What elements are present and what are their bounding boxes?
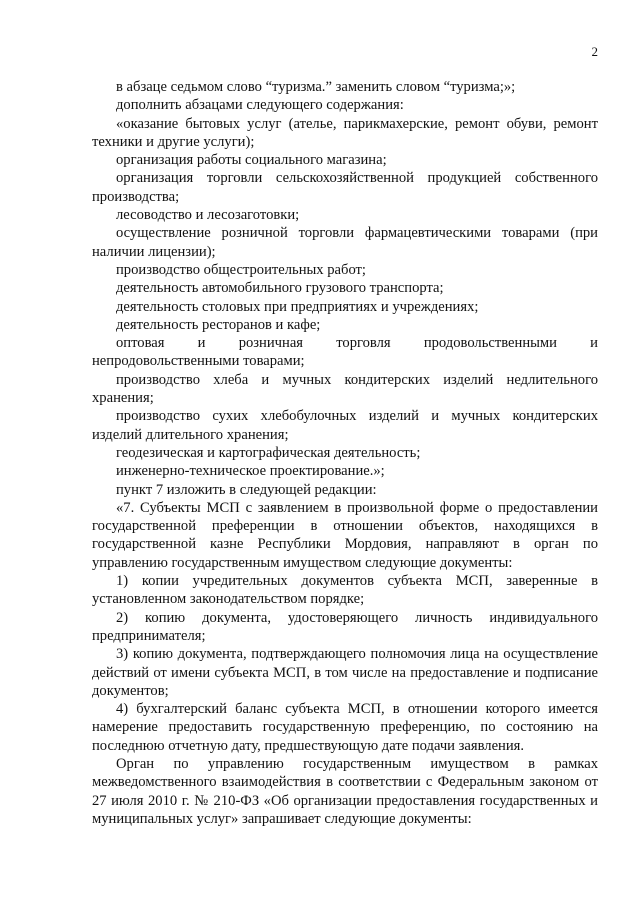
paragraph: организация торговли сельскохозяйственной продукцией собственного производства; [92,170,598,205]
paragraph: геодезическая и картографическая деятельность; [116,444,421,461]
paragraph: Орган по управлению государственным имуществом в рамках межведомственного взаимодействия в соответствии с Федеральным законом от 27 июля 2010 г. № 210-ФЗ «Об организации предоставления государственных и муниципальных услуг» запрашивает следующие документы: [92,755,598,827]
paragraph: производство сухих хлебобулочных изделий и мучных кондитерских изделий длительного хранения; [92,408,598,443]
paragraph: дополнить абзацами следующего содержания: [116,97,404,114]
page-number: 2 [591,44,598,59]
paragraph: организация работы социального магазина; [116,152,387,169]
paragraph: осуществление розничной торговли фармацевтическими товарами (при наличии лицензии); [92,225,598,260]
paragraph: деятельность автомобильного грузового транспорта; [116,280,444,297]
paragraph: 2) копию документа, удостоверяющего личность индивидуального предпринимателя; [92,609,598,644]
paragraph: деятельность ресторанов и кафе; [116,316,321,333]
paragraph: деятельность столовых при предприятиях и учреждениях; [116,298,479,315]
paragraph: оптовая и розничная торговля продовольственными и непродовольственными товарами; [92,335,598,370]
paragraph: пункт 7 изложить в следующей редакции: [116,481,377,498]
paragraph: производство хлеба и мучных кондитерских изделий недлительного хранения; [92,371,598,407]
paragraph: 3) копию документа, подтверждающего полномочия лица на осуществление действий от имени субъекта МСП, в том числе на предоставление и подписание документов; [92,646,598,699]
paragraph: инженерно-техническое проектирование.»; [116,463,385,480]
paragraph: лесоводство и лесозаготовки; [116,207,300,224]
paragraph: «оказание бытовых услуг (ателье, парикмахерские, ремонт обуви, ремонт техники и другие услуги); [92,115,598,150]
paragraph: 1) копии учредительных документов субъекта МСП, заверенные в установленном законодательством порядке; [92,573,598,608]
paragraph: в абзаце седьмом слово “туризма.” заменить словом “туризма;»; [116,79,516,95]
paragraph: 4) бухгалтерский баланс субъекта МСП, в отношении которого имеется намерение предоставить государственную преференцию, по состоянию на последнюю отчетную дату, предшествующую дате подачи заявления. [92,701,598,754]
document-body [92,78,598,828]
paragraph: производство общестроительных работ; [116,261,366,278]
paragraph: «7. Субъекты МСП с заявлением в произвольной форме о предоставлении государственной преференции в отношении объектов, находящихся в государственной казне Республики Мордовия, направляют в орган по управлению государственным имуществом следующие документы: [92,499,598,571]
